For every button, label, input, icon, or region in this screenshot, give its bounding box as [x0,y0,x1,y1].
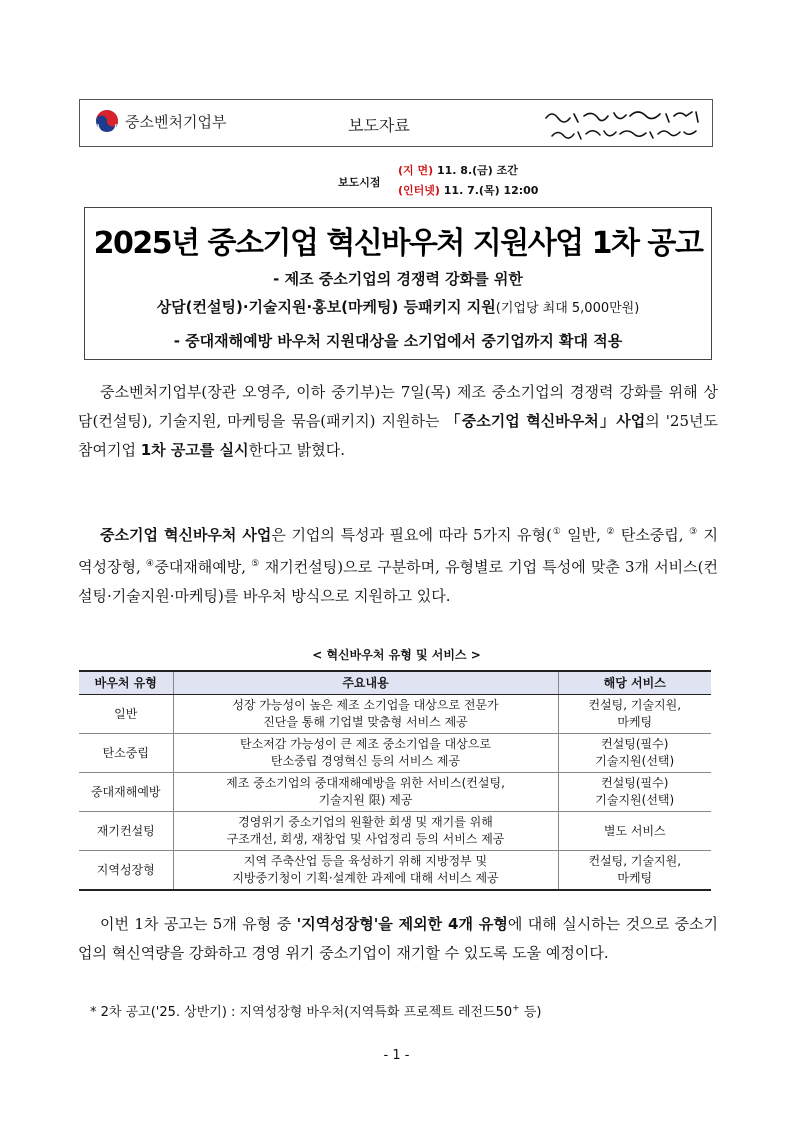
voucher-table [79,670,711,891]
para1-text-2: 의 '25년도 참여기업 [78,412,718,459]
press-header [79,99,713,147]
paper-tag: (지 면) [398,164,434,177]
paragraph-2 [78,518,718,611]
footnote-sup: + [512,1003,520,1014]
voucher-content: 탄소저감 가능성이 큰 제조 중소기업을 대상으로 탄소중립 경영혁신 등의 서비스 제공 [173,734,558,773]
voucher-content: 경영위기 중소기업의 원활한 회생 및 재기를 위해 구조개선, 회생, 재창업 및 사업정리 등의 서비스 제공 [173,812,558,851]
subtitle-1: - 제조 중소기업의 경쟁력 강화를 위한 [273,270,523,288]
footnote-tail: 등) [519,1005,542,1020]
circled-number-5: ⑤ [251,559,260,569]
table-header-row [79,671,711,695]
para1-text-3: 한다고 밝혔다. [248,441,346,459]
circled-number-2: ② [606,527,616,537]
footnote [90,1001,541,1020]
web-time: 11. 7.(목) 12:00 [443,184,539,197]
voucher-type: 일반 [79,695,173,734]
para3-text-2: 에 대해 실시하는 것으로 중소기업의 혁신역량을 강화하고 경영 위기 중소기업이 재기할 수 있도록 도울 예정이다. [78,915,719,962]
ministry-logo [95,109,226,133]
circled-number-3: ③ [689,527,698,537]
paper-time: 11. 8.(금) 조간 [436,164,518,177]
web-tag: (인터넷) [398,184,440,197]
header-content: 주요내용 [173,671,558,695]
para1-bold-2: 1차 공고를 실시 [140,441,249,459]
table-row [79,812,711,851]
table-row [79,734,711,773]
release-web [398,182,538,198]
taegeuk-logo-icon [95,109,119,133]
para2-text-5: 중대재해예방, [154,558,252,576]
ministry-name: 중소벤처기업부 [125,112,227,131]
page-title: 2025년 중소기업 혁신바우처 지원사업 1차 공고 [93,226,703,261]
voucher-type: 재기컨설팅 [79,812,173,851]
para2-text-6: 재기컨설팅)으로 구분하며, 유형별로 기업 특성에 맞춘 3개 서비스(컨설팅·기술지원·마케팅)를 바우처 방식으로 지원하고 있다. [78,558,719,605]
voucher-content: 제조 중소기업의 중대재해예방을 위한 서비스(컨설팅, 기술지원 限) 제공 [173,773,558,812]
para3-bold-1: '지역성장형'을 제외한 4개 유형 [296,915,508,933]
voucher-service: 컨설팅(필수) 기술지원(선택) [558,734,711,773]
release-paper [398,162,518,178]
para2-bold-1: 중소기업 혁신바우처 사업 [100,526,272,544]
voucher-type: 지역성장형 [79,851,173,891]
voucher-service: 컨설팅, 기술지원, 마케팅 [558,851,711,891]
voucher-service: 컨설팅(필수) 기술지원(선택) [558,773,711,812]
voucher-type: 중대재해예방 [79,773,173,812]
footnote-text: * 2차 공고('25. 상반기) : 지역성장형 바우처(지역특화 프로젝트 레전드50 [90,1005,513,1020]
circled-number-1: ① [551,527,562,537]
subtitle-2-main: 상담(컨설팅)·기술지원·홍보(마케팅) 등패키지 지원 [156,298,496,316]
page-number: - 1 - [383,1048,410,1063]
circled-number-4: ④ [145,559,155,569]
title-box [84,207,712,360]
voucher-content: 지역 주축산업 등을 육성하기 위해 지방정부 및 지방중기청이 기획·설계한 과제에 대해 서비스 제공 [173,851,558,891]
voucher-type: 탄소중립 [79,734,173,773]
voucher-content: 성장 가능성이 높은 제조 소기업을 대상으로 전문가 진단을 통해 기업별 맞춤형 서비스 제공 [173,695,558,734]
table-caption: < 혁신바우처 유형 및 서비스 > [312,648,481,662]
para1-bold-1: 「중소기업 혁신바우처」사업 [445,412,646,430]
paragraph-3 [78,910,718,968]
subtitle-3: - 중대재해예방 바우처 지원대상을 소기업에서 중기업까지 확대 적용 [173,332,623,350]
para1-text-1: 중소벤처기업부(장관 오영주, 이하 중기부)는 7일(목) 제조 중소기업의 경쟁력 강화를 위해 상담(컨설팅), 기술지원, 마케팅을 묶음(패키지) 지원하는 [78,383,718,430]
header-service: 해당 서비스 [558,671,711,695]
para2-text-2: 일반, [561,526,607,544]
para2-text-1: 은 기업의 특성과 필요에 따라 5가지 유형( [271,526,552,544]
voucher-service: 컨설팅, 기술지원, 마케팅 [558,695,711,734]
para3-text-1: 이번 1차 공고는 5개 유형 중 [100,915,297,933]
para2-text-3: 탄소중립, [615,526,690,544]
subtitle-2-small: (기업당 최대 5,000만원) [495,301,640,316]
voucher-service: 별도 서비스 [558,812,711,851]
document-type: 보도자료 [348,116,410,135]
header-type: 바우처 유형 [79,671,173,695]
table-row [79,773,711,812]
table-row [79,851,711,891]
para2-text-4: 지역성장형, [78,526,719,576]
table-row [79,695,711,734]
release-label: 보도시점 [338,176,381,189]
subtitle-2 [85,296,711,317]
slogan-calligraphy [538,104,708,144]
paragraph-1 [78,378,718,465]
